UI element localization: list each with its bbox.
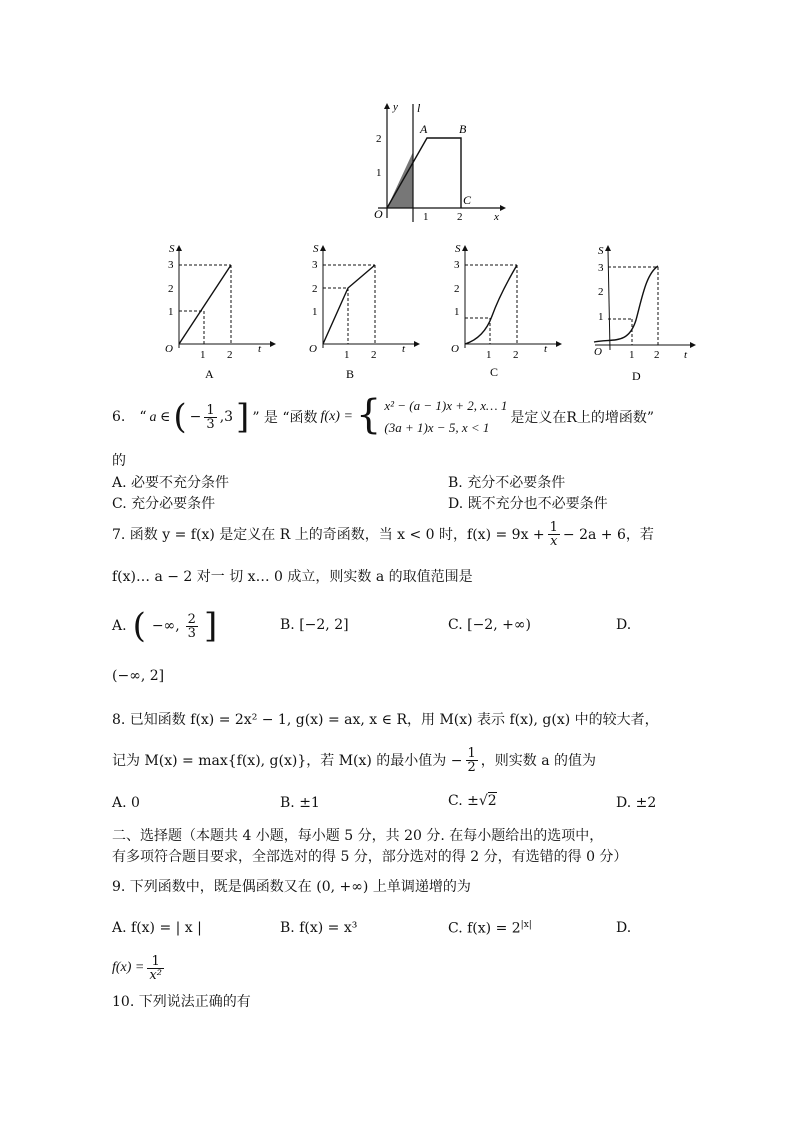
axis-x-label: x xyxy=(494,211,499,223)
q9-option-a: A. f(x) = | x | xyxy=(112,920,202,936)
y-tick-1: 1 xyxy=(168,306,174,318)
graph-a-curve xyxy=(179,265,231,344)
point-A-label: A xyxy=(420,122,428,136)
x-tick-1: 1 xyxy=(629,349,635,361)
main-figure xyxy=(360,100,510,225)
origin-label: O xyxy=(374,207,383,221)
s-axis-label: S xyxy=(598,245,604,257)
axis-y-label: y xyxy=(393,101,398,113)
option-label: A xyxy=(205,367,214,381)
q6-option-a: A. 必要不充分条件 xyxy=(112,475,230,491)
q7-line1 xyxy=(112,516,654,552)
q10-stem: 10. 下列说法正确的有 xyxy=(112,994,251,1010)
q7-option-d: D. xyxy=(616,617,632,633)
q9-option-d-lhs: f(x) = xyxy=(112,960,145,975)
q6-brace: { xyxy=(355,392,382,438)
point-C-label: C xyxy=(463,193,472,207)
q6-mid-text: ” 是 “函数 xyxy=(252,410,318,426)
q8-option-c-text: C. ± xyxy=(448,793,479,809)
q7-stem-a: 7. 函数 y = f(x) 是定义在 R 上的奇函数，当 x < 0 时，f(x) = 9x + xyxy=(112,527,545,543)
q8-fraction: $\frac{1}{2}$ xyxy=(467,745,476,775)
q8-option-a: A. 0 xyxy=(112,795,140,811)
q7-line2: f(x)… a − 2 对一 切 x… 0 成立，则实数 a 的取值范围是 xyxy=(112,569,473,585)
y-tick-1: 1 xyxy=(598,311,604,323)
q8-line2-b: ，则实数 a 的值为 xyxy=(480,753,597,769)
q6-bracket-right: ] xyxy=(236,397,250,437)
y-tick-2: 2 xyxy=(312,283,318,295)
q6-tail-text: 是定义在R上的增函数” xyxy=(510,410,655,426)
y-tick-3: 3 xyxy=(454,259,460,271)
q9-option-d-value xyxy=(112,950,164,986)
q7-option-a-bracket: ] xyxy=(203,606,218,646)
x-tick-2: 2 xyxy=(371,349,377,361)
q6-case2: (3a + 1)x − 5, x < 1 xyxy=(384,420,490,435)
graph-b-curve xyxy=(323,265,375,344)
q8-option-c-radicand: 2 xyxy=(487,793,497,809)
q7-stem-b: − 2a + 6，若 xyxy=(562,527,654,543)
origin-label: O xyxy=(165,343,173,355)
t-axis-label: t xyxy=(544,343,548,355)
x-tick-1: 1 xyxy=(423,211,429,223)
q6-line1 xyxy=(112,392,655,438)
x-tick-2: 2 xyxy=(654,349,660,361)
section2-line2: 有多项符合题目要求，全部选对的得 5 分，部分选对的得 2 分，有选错的得 0 分） xyxy=(112,849,628,865)
q6-interval-right: ,3 xyxy=(219,409,234,425)
q7-option-a-label: A. xyxy=(112,618,127,634)
q9-option-d: D. xyxy=(616,920,632,936)
y-tick-2: 2 xyxy=(168,283,174,295)
option-label: C xyxy=(490,365,499,379)
y-tick-3: 3 xyxy=(168,259,174,271)
x-tick-1: 1 xyxy=(344,349,350,361)
section2-line1: 二、选择题（本题共 4 小题，每小题 5 分，共 20 分. 在每小题给出的选项中， xyxy=(112,828,604,844)
q8-line2 xyxy=(112,742,596,778)
y-tick-2: 2 xyxy=(454,283,460,295)
y-tick-3: 3 xyxy=(598,262,604,274)
y-tick-1: 1 xyxy=(376,167,382,179)
q8-option-b: B. ±1 xyxy=(280,795,320,811)
q6-open-quote: “ xyxy=(139,409,147,425)
option-label: D xyxy=(632,369,641,383)
x-tick-2: 2 xyxy=(513,349,519,361)
q9-option-c-text: C. f(x) = 2 xyxy=(448,920,521,937)
shaded-region xyxy=(387,152,413,208)
option-graph-c xyxy=(444,238,564,383)
t-axis-label: t xyxy=(258,343,262,355)
q7-option-a xyxy=(112,606,217,646)
q7-fraction: $\frac{1}{x}$ xyxy=(549,519,558,549)
y-tick-3: 3 xyxy=(312,259,318,271)
q9-option-d-fraction: $\frac{1}{\text{x²}}$ xyxy=(149,953,162,983)
q7-option-a-paren: ( xyxy=(132,606,146,646)
y-tick-1: 1 xyxy=(454,306,460,318)
q9-option-c xyxy=(448,920,532,937)
q9-option-c-exponent: |x| xyxy=(520,920,532,930)
line-l-label: l xyxy=(417,101,421,115)
t-axis-label: t xyxy=(684,349,688,361)
q7-option-a-fraction: $\frac{2}{3}$ xyxy=(187,611,196,641)
x-tick-1: 1 xyxy=(486,349,492,361)
q6-option-b: B. 充分不必要条件 xyxy=(448,475,566,491)
s-axis-label: S xyxy=(313,243,319,255)
y-tick-1: 1 xyxy=(312,306,318,318)
q6-minus: − xyxy=(189,409,202,425)
q8-option-d: D. ±2 xyxy=(616,795,657,811)
q6-case1: x² − (a − 1)x + 2, x… 1 xyxy=(384,398,508,413)
q6-a-in: a ∈ xyxy=(149,409,171,425)
y-tick-2: 2 xyxy=(598,286,604,298)
x-tick-2: 2 xyxy=(457,211,463,223)
option-label: B xyxy=(346,367,355,381)
t-axis-label: t xyxy=(402,343,406,355)
q6-number: 6. xyxy=(112,409,126,425)
q8-option-c xyxy=(448,793,497,809)
graph-d-curve xyxy=(594,266,658,342)
q8-line2-a: 记为 M(x) = max{f(x), g(x)}，若 M(x) 的最小值为 − xyxy=(112,753,463,769)
origin-label: O xyxy=(309,343,317,355)
q7-option-a-left: −∞, xyxy=(151,618,180,634)
sqrt-sign: √ xyxy=(478,793,488,809)
origin-label: O xyxy=(594,346,602,358)
graph-c-curve xyxy=(465,265,517,344)
q6-option-c: C. 充分必要条件 xyxy=(112,496,216,512)
q6-bracket-left: ( xyxy=(173,397,187,437)
x-tick-1: 1 xyxy=(200,349,206,361)
x-tick-2: 2 xyxy=(227,349,233,361)
q7-option-b: B. [−2, 2] xyxy=(280,617,349,633)
q6-fraction: $\frac{1}{3}$ xyxy=(206,402,215,432)
origin-label: O xyxy=(451,343,459,355)
y-tick-2: 2 xyxy=(376,133,382,145)
q6-wrap: 的 xyxy=(112,453,126,469)
q9-stem: 9. 下列函数中，既是偶函数又在 (0, +∞) 上单调递增的为 xyxy=(112,879,471,895)
option-graph-d xyxy=(590,238,710,383)
q8-line1: 8. 已知函数 f(x) = 2x² − 1, g(x) = ax, x ∈ R，用 M(x) 表示 f(x), g(x) 中的较大者， xyxy=(112,712,659,728)
option-graph-b xyxy=(302,238,422,383)
q7-option-d-value: (−∞, 2] xyxy=(112,668,165,684)
point-B-label: B xyxy=(459,122,467,136)
s-axis-label: S xyxy=(455,243,461,255)
q6-option-d: D. 既不充分也不必要条件 xyxy=(448,496,608,512)
s-axis-label: S xyxy=(169,243,175,255)
q6-cases xyxy=(384,398,507,436)
q7-option-c: C. [−2, +∞) xyxy=(448,617,531,633)
option-graph-a xyxy=(158,238,278,383)
q6-fx: f(x) = xyxy=(320,409,353,424)
q9-option-b: B. f(x) = x³ xyxy=(280,920,358,936)
